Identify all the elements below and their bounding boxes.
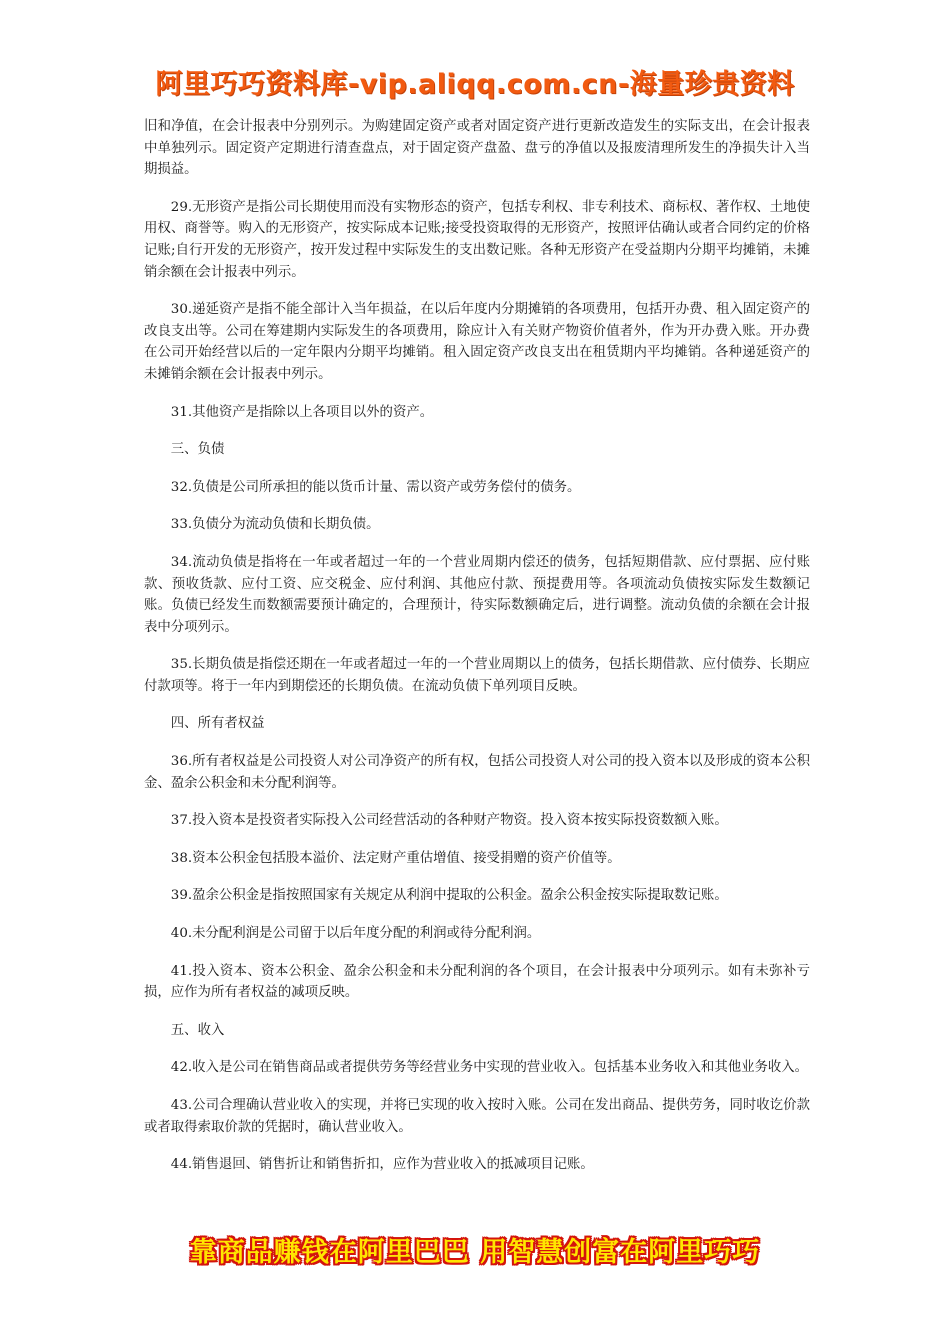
paragraph-item-34: 34.流动负债是指将在一年或者超过一年的一个营业周期内偿还的债务，包括短期借款、应付票据、应付账款、预收货款、应付工资、应交税金、应付利润、其他应付款、预提费用等。各项流动负债按实际发生数额记账。负债已经发生而数额需要预计确定的，合理预计，待实际数额确定后，进行调整。流动负债的余额在会计报表中分项列示。 xyxy=(144,554,810,635)
paragraph-item-35: 35.长期负债是指偿还期在一年或者超过一年的一个营业周期以上的债务，包括长期借款、应付债券、长期应付款项等。将于一年内到期偿还的长期负债。在流动负债下单列项目反映。 xyxy=(144,657,810,694)
paragraph-item-38: 38.资本公积金包括股本溢价、法定财产重估增值、接受捐赠的资产价值等。 xyxy=(170,850,621,866)
paragraph-item-44: 44.销售退回、销售折让和销售折扣，应作为营业收入的抵减项目记账。 xyxy=(170,1157,594,1173)
paragraph-item-40: 40.未分配利润是公司留于以后年度分配的利润或待分配利润。 xyxy=(170,926,541,942)
paragraph-item-43: 43.公司合理确认营业收入的实现，并将已实现的收入按时入账。公司在发出商品、提供劳务，同时收讫价款或者取得索取价款的凭据时，确认营业收入。 xyxy=(144,1098,810,1135)
paragraph-item-31: 31.其他资产是指除以上各项目以外的资产。 xyxy=(170,404,434,420)
document-body xyxy=(144,116,810,1192)
header-banner: 阿里巧巧资料库-vip.aliqq.com.cn-海量珍贵资料 xyxy=(155,69,795,100)
section-heading-liabilities: 三、负债 xyxy=(170,442,225,458)
paragraph-item-29: 29.无形资产是指公司长期使用而没有实物形态的资产，包括专利权、非专利技术、商标权、著作权、土地使用权、商誉等。购入的无形资产，按实际成本记账;接受投资取得的无形资产，按照评估确认或者合同约定的价格记账;自行开发的无形资产，按开发过程中实际发生的支出数记账。各种无形资产在受益期内分期平均摊销，未摊销余额在会计报表中列示。 xyxy=(144,199,810,280)
section-heading-owners-equity: 四、所有者权益 xyxy=(170,716,265,732)
paragraph-item-30: 30.递延资产是指不能全部计入当年损益，在以后年度内分期摊销的各项费用，包括开办费、租入固定资产的改良支出等。公司在筹建期内实际发生的各项费用，除应计入有关财产物资价值者外，作为开办费入账。开办费在公司开始经营以后的一定年限内分期平均摊销。租入固定资产改良支出在租赁期内平均摊销。各种递延资产的未摊销余额在会计报表中列示。 xyxy=(144,302,810,382)
paragraph-item-39: 39.盈余公积金是指按照国家有关规定从利润中提取的公积金。盈余公积金按实际提取数记账。 xyxy=(170,888,728,904)
paragraph-item-41: 41.投入资本、资本公积金、盈余公积金和未分配利润的各个项目，在会计报表中分项列示。如有未弥补亏损，应作为所有者权益的减项反映。 xyxy=(144,963,810,1001)
section-heading-revenue: 五、收入 xyxy=(170,1022,225,1038)
paragraph-item-42: 42.收入是公司在销售商品或者提供劳务等经营业务中实现的营业收入。包括基本业务收入和其他业务收入。 xyxy=(170,1060,809,1076)
paragraph-item-32: 32.负债是公司所承担的能以货币计量、需以资产或劳务偿付的债务。 xyxy=(170,479,581,495)
paragraph-item-36: 36.所有者权益是公司投资人对公司净资产的所有权，包括公司投资人对公司的投入资本以及形成的资本公积金、盈余公积金和未分配利润等。 xyxy=(144,754,810,791)
footer-banner: 靠商品赚钱在阿里巴巴 用智慧创富在阿里巧巧 xyxy=(189,1237,761,1268)
paragraph-item-33: 33.负债分为流动负债和长期负债。 xyxy=(170,517,380,533)
paragraph-item-37: 37.投入资本是投资者实际投入公司经营活动的各种财产物资。投入资本按实际投资数额入账。 xyxy=(170,813,728,829)
paragraph-continuation: 旧和净值，在会计报表中分别列示。为购建固定资产或者对固定资产进行更新改造发生的实际支出，在会计报表中单独列示。固定资产定期进行清查盘点，对于固定资产盘盈、盘亏的净值以及报废清理所发生的净损失计入当期损益。 xyxy=(144,119,810,178)
